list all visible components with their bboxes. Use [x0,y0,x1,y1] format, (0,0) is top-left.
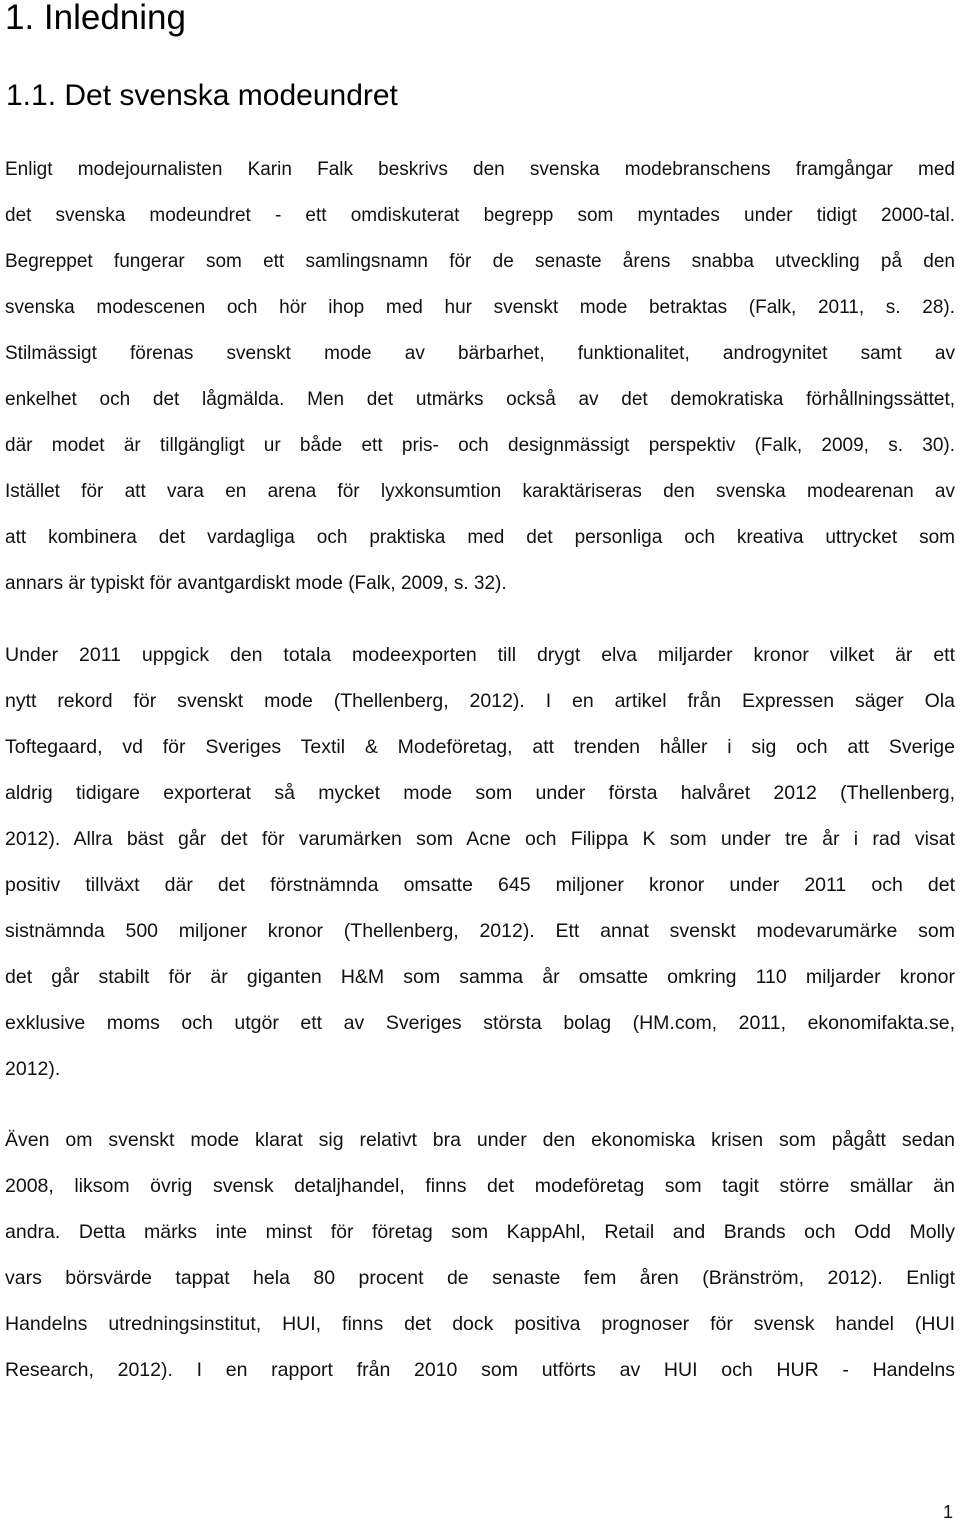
text-line: 2008, liksom övrig svensk detaljhandel, finns det modeföretag som tagit större smällar än [5,1175,955,1197]
text-line: 2012). Allra bäst går det för varumärken som Acne och Filippa K som under tre år i rad visat [5,828,955,850]
text-line: 2012). [5,1058,61,1080]
paragraph-2 [5,632,955,1092]
chapter-heading: 1. Inledning [5,0,186,37]
paragraph-1 [5,147,955,607]
text-line: Begreppet fungerar som ett samlingsnamn för de senaste årens snabba utveckling på den [5,251,955,272]
text-line: andra. Detta märks inte minst för företag som KappAhl, Retail and Brands och Odd Molly [5,1221,955,1243]
text-line: det svenska modeundret - ett omdiskuterat begrepp som myntades under tidigt 2000-tal. [5,205,955,226]
paragraph-3 [5,1117,955,1393]
text-line: aldrig tidigare exporterat så mycket mode som under första halvåret 2012 (Thellenberg, [5,782,955,804]
text-line: annars är typiskt för avantgardiskt mode (Falk, 2009, s. 32). [5,573,507,594]
text-line: det går stabilt för är giganten H&M som samma år omsatte omkring 110 miljarder kronor [5,966,955,988]
text-line: Istället för att vara en arena för lyxkonsumtion karaktäriseras den svenska modearenan av [5,481,955,502]
text-line: Toftegaard, vd för Sveriges Textil & Modeföretag, att trenden håller i sig och att Sverige [5,736,955,758]
text-line: sistnämnda 500 miljoner kronor (Thellenberg, 2012). Ett annat svenskt modevarumärke som [5,920,955,942]
text-line: Stilmässigt förenas svenskt mode av bärbarhet, funktionalitet, androgynitet samt av [5,343,955,364]
text-line: enkelhet och det lågmälda. Men det utmärks också av det demokratiska förhållningssättet, [5,389,955,410]
text-line: att kombinera det vardagliga och praktiska med det personliga och kreativa uttrycket som [5,527,955,548]
text-line: Enligt modejournalisten Karin Falk beskrivs den svenska modebranschens framgångar med [5,159,955,180]
text-line: svenska modescenen och hör ihop med hur svenskt mode betraktas (Falk, 2011, s. 28). [5,297,955,318]
text-line: Handelns utredningsinstitut, HUI, finns det dock positiva prognoser för svensk handel (HUI [5,1313,955,1335]
text-line: exklusive moms och utgör ett av Sveriges största bolag (HM.com, 2011, ekonomifakta.se, [5,1012,955,1034]
text-line: Även om svenskt mode klarat sig relativt bra under den ekonomiska krisen som pågått sedan [5,1129,955,1151]
text-line: vars börsvärde tappat hela 80 procent de senaste fem åren (Bränström, 2012). Enligt [5,1267,955,1289]
text-line: där modet är tillgängligt ur både ett pris- och designmässigt perspektiv (Falk, 2009, s. 30). [5,435,955,456]
text-line: positiv tillväxt där det förstnämnda omsatte 645 miljoner kronor under 2011 och det [5,874,955,896]
text-line: nytt rekord för svenskt mode (Thellenberg, 2012). I en artikel från Expressen säger Ola [5,690,955,712]
text-line: Research, 2012). I en rapport från 2010 som utförts av HUI och HUR - Handelns [5,1359,955,1381]
section-heading: 1.1. Det svenska modeundret [6,79,398,112]
text-line: Under 2011 uppgick den totala modeexporten till drygt elva miljarder kronor vilket är ett [5,644,955,666]
page-number: 1 [942,1502,953,1522]
